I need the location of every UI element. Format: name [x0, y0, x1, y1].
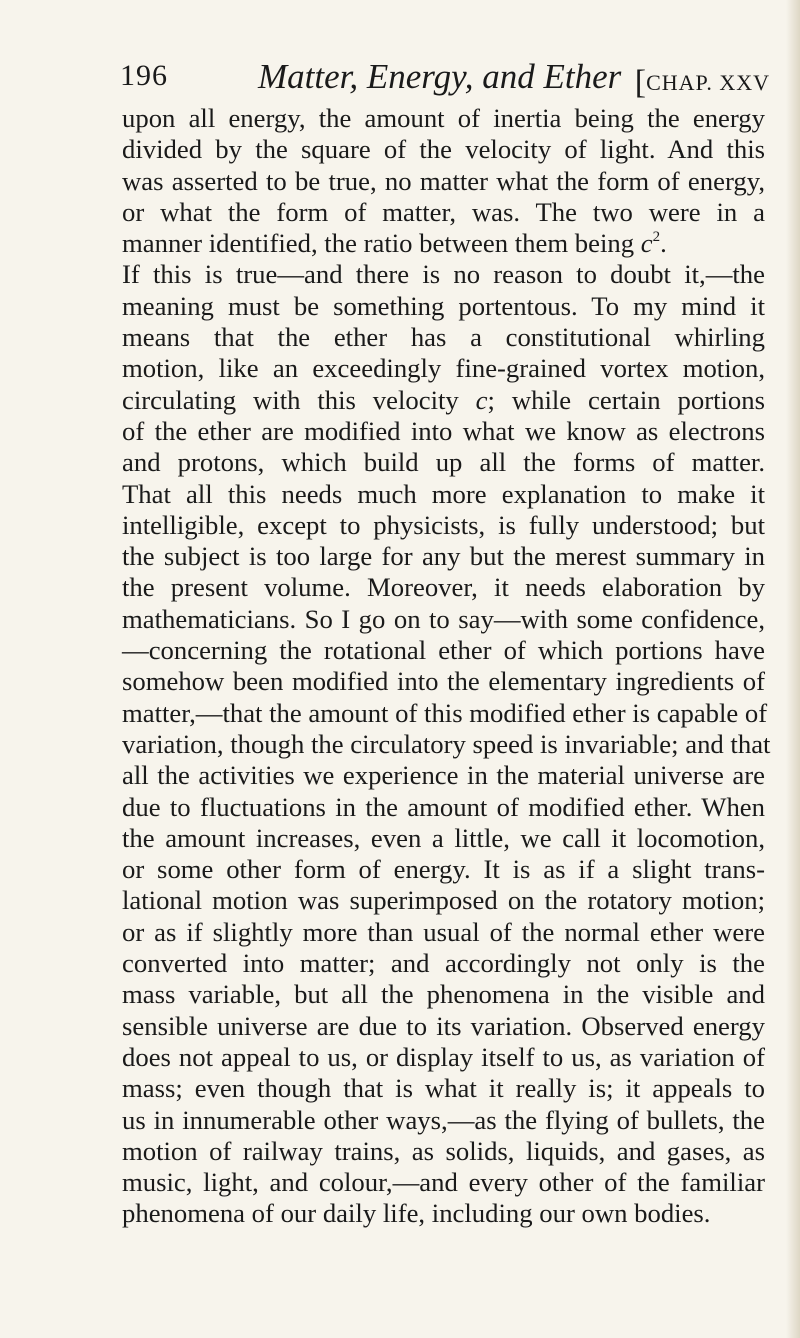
chapter-label: CHAP. XXV: [646, 70, 770, 95]
text-line: of the ether are modified into what we know as electrons: [122, 415, 765, 446]
text-line: or as if slightly more than usual of the normal ether were: [122, 916, 765, 947]
text-line: motion of railway trains, as solids, liquids, and gases, as: [122, 1135, 765, 1166]
text-line: us in innumerable other ways,—as the flying of bullets, the: [122, 1104, 765, 1135]
text-segment: ; while certain portions: [487, 384, 765, 415]
text-segment: .: [660, 228, 667, 259]
text-line: and protons, which build up all the forms of matter.: [122, 447, 765, 478]
text-line: sensible universe are due to its variation. Observed energy: [122, 1010, 765, 1041]
text-line: the subject is too large for any but the merest summary in: [122, 541, 765, 572]
text-line: mass variable, but all the phenomena in the visible and: [122, 979, 765, 1010]
text-segment: circulating with this velocity: [122, 384, 476, 415]
text-line: That all this needs much more explanation to make it: [122, 478, 765, 509]
text-line: the amount increases, even a little, we call it locomotion,: [122, 822, 765, 853]
variable-c: c: [640, 228, 653, 259]
running-header: [120, 57, 770, 101]
text-line: converted into matter; and accordingly not only is the: [122, 948, 765, 979]
text-segment: manner identified, the ratio between them being: [122, 228, 641, 259]
text-line: meaning must be something portentous. To my mind it: [122, 290, 765, 321]
text-line: does not appeal to us, or display itself to us, as variation of: [122, 1041, 765, 1072]
text-line: all the activities we experience in the material universe are: [122, 760, 765, 791]
text-line: lational motion was superimposed on the rotatory motion;: [122, 885, 765, 916]
running-title: Matter, Energy, and Ether: [258, 57, 622, 96]
text-line: the present volume. Moreover, it needs elaboration by: [122, 572, 765, 603]
text-line: or some other form of energy. It is as if a slight trans-: [122, 854, 765, 885]
text-line: intelligible, except to physicists, is fully understood; but: [122, 509, 765, 540]
text-line: phenomena of our daily life, including our own bodies.: [122, 1198, 711, 1229]
body-text: [122, 103, 771, 1230]
text-line: somehow been modified into the elementary ingredients of: [122, 666, 765, 697]
text-line: means that the ether has a constitutional whirling: [122, 322, 765, 353]
text-line: matter,—that the amount of this modified ether is capable of: [122, 697, 768, 728]
text-line: due to fluctuations in the amount of modified ether. When: [122, 791, 765, 822]
text-line: [122, 228, 765, 259]
variable-c: c: [475, 384, 488, 415]
text-line: [122, 385, 765, 416]
text-line: mass; even though that is what it really is; it appeals to: [122, 1073, 765, 1104]
text-line: variation, though the circulatory speed is invariable; and that: [122, 728, 771, 759]
text-line: music, light, and colour,—and every other of the familiar: [122, 1167, 765, 1198]
chapter-bracket: [: [634, 64, 647, 101]
text-line: divided by the square of the velocity of light. And this: [122, 134, 765, 165]
text-line: If this is true—and there is no reason to doubt it,—the: [122, 259, 765, 290]
text-line: or what the form of matter, was. The two were in a: [122, 196, 765, 227]
text-line: was asserted to be true, no matter what the form of energy,: [122, 165, 765, 196]
text-line: upon all energy, the amount of inertia being the energy: [122, 103, 765, 133]
chapter-reference: [635, 61, 770, 99]
text-line: motion, like an exceedingly fine-grained vortex motion,: [122, 353, 765, 384]
text-line: —concerning the rotational ether of which portions have: [122, 635, 765, 666]
text-line: mathematicians. So I go on to say—with some confidence,: [122, 603, 765, 634]
superscript-exponent: 2: [652, 229, 661, 246]
page-edge-shadow: [786, 0, 800, 1338]
page-number: 196: [120, 59, 168, 92]
